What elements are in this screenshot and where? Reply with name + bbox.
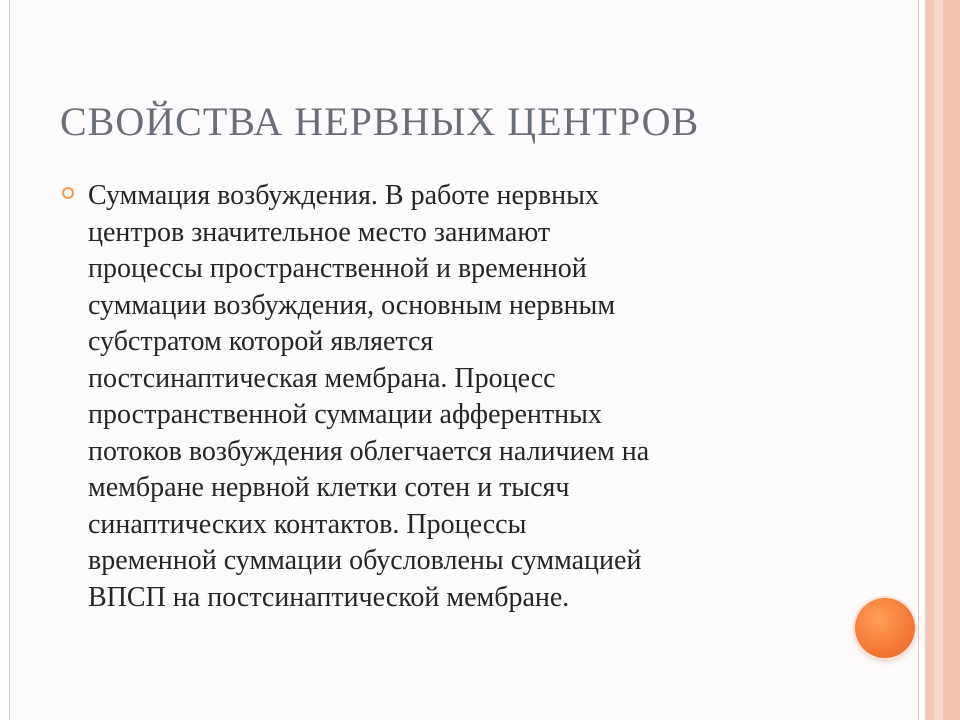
decorative-stripe	[943, 0, 960, 720]
bullet-list	[62, 178, 842, 616]
bullet-item	[62, 178, 842, 616]
decorative-stripe	[934, 0, 943, 720]
bullet-text: Суммация возбуждения. В работе нервных центров значительное место занимают процессы пространственной и временной суммации возбуждения, основным нервным субстратом которой является постсинаптическая мембрана. Процесс пространственной суммации афферентных потоков возбуждения облегчается наличием на мембране нервной клетки сотен и тысяч синаптических контактов. Процессы временной суммации обусловлены суммацией ВПСП на постсинаптической мембране.	[88, 180, 650, 613]
decorative-stripe	[925, 0, 934, 720]
ring-bullet-icon	[62, 187, 74, 199]
slide-title: СВОЙСТВА НЕРВНЫХ ЦЕНТРОВ	[60, 99, 700, 144]
orange-circle-icon	[855, 598, 915, 658]
